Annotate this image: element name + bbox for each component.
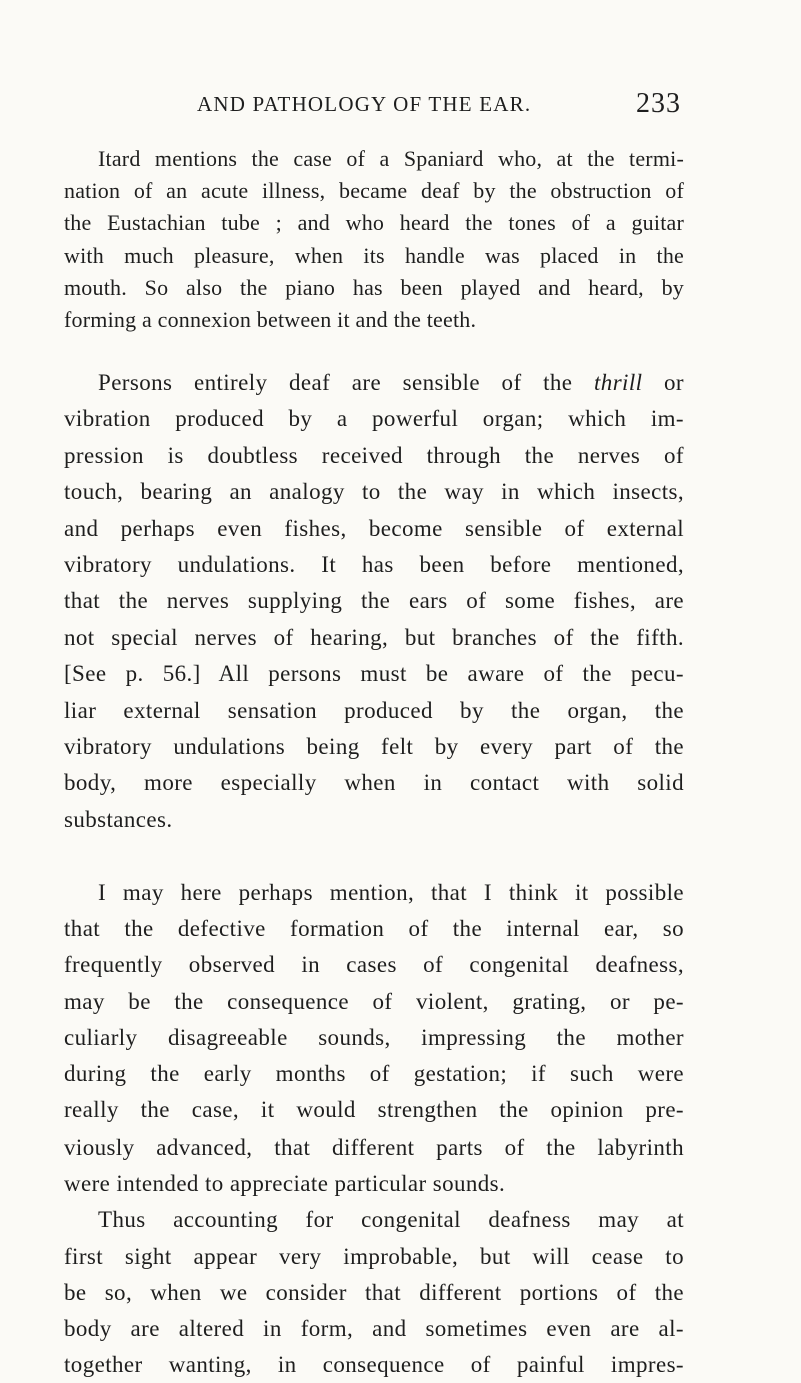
text-line: the Eustachian tube ; and who heard the tones of a guitar	[64, 210, 684, 236]
text-run: Persons entirely deaf are sensible of the	[98, 370, 595, 395]
text-line: Thus accounting for congenital deafness may at	[98, 1207, 684, 1233]
running-title: AND PATHOLOGY OF THE EAR.	[197, 92, 532, 116]
paragraph-4	[64, 1130, 684, 1383]
text-line: nation of an acute illness, became deaf by the obstruction of	[64, 178, 684, 204]
text-line: with much pleasure, when its handle was placed in the	[64, 242, 684, 268]
page-header	[197, 88, 681, 126]
text-line: touch, bearing an analogy to the way in which insects,	[64, 479, 684, 505]
text-line: [See p. 56.] All persons must be aware of the pecu-	[64, 661, 684, 687]
text-line: Itard mentions the case of a Spaniard who, at the termi-	[98, 146, 684, 171]
page-number: 233	[636, 88, 681, 119]
text-line: vibratory undulations. It has been before mentioned,	[64, 552, 684, 578]
text-line: really the case, it would strengthen the opinion pre-	[64, 1097, 684, 1123]
paragraph-3	[64, 875, 684, 1128]
paragraph-1	[64, 143, 684, 336]
text-line: vibration produced by a powerful organ; which im-	[64, 406, 684, 432]
text-line: vibratory undulations being felt by every part of the	[64, 734, 684, 760]
text-line: together wanting, in consequence of painful impres-	[64, 1352, 684, 1378]
text-line: liar external sensation produced by the organ, the	[64, 697, 684, 723]
text-line: frequently observed in cases of congenital deafness,	[64, 952, 684, 978]
text-line: not special nerves of hearing, but branches of the fifth.	[64, 624, 684, 650]
italic-word: thrill	[594, 370, 643, 395]
text-line: were intended to appreciate particular sounds.	[64, 1171, 506, 1197]
text-line: that the defective formation of the internal ear, so	[64, 916, 684, 942]
text-line: that the nerves supplying the ears of some fishes, are	[64, 588, 684, 614]
text-line: substances.	[64, 806, 173, 832]
text-line: body are altered in form, and sometimes even are al-	[64, 1316, 684, 1342]
text-line: be so, when we consider that different portions of the	[64, 1279, 684, 1305]
text-line-with-italic	[64, 365, 684, 401]
paragraph-2	[64, 365, 684, 838]
text-line: and perhaps even fishes, become sensible of external	[64, 515, 684, 541]
text-line: mouth. So also the piano has been played and heard, by	[64, 274, 684, 300]
text-line: body, more especially when in contact with solid	[64, 770, 684, 796]
text-line: I may here perhaps mention, that I think it possible	[98, 880, 684, 905]
text-line: pression is doubtless received through the nerves of	[64, 442, 684, 468]
text-line: during the early months of gestation; if such were	[64, 1061, 684, 1087]
text-line: viously advanced, that different parts of the labyrinth	[64, 1135, 684, 1160]
text-line: culiarly disagreeable sounds, impressing the mother	[64, 1024, 684, 1050]
text-line: forming a connexion between it and the teeth.	[64, 307, 477, 333]
text-line: first sight appear very improbable, but will cease to	[64, 1243, 684, 1269]
text-run: or	[642, 370, 684, 395]
text-line: may be the consequence of violent, grating, or pe-	[64, 988, 684, 1014]
